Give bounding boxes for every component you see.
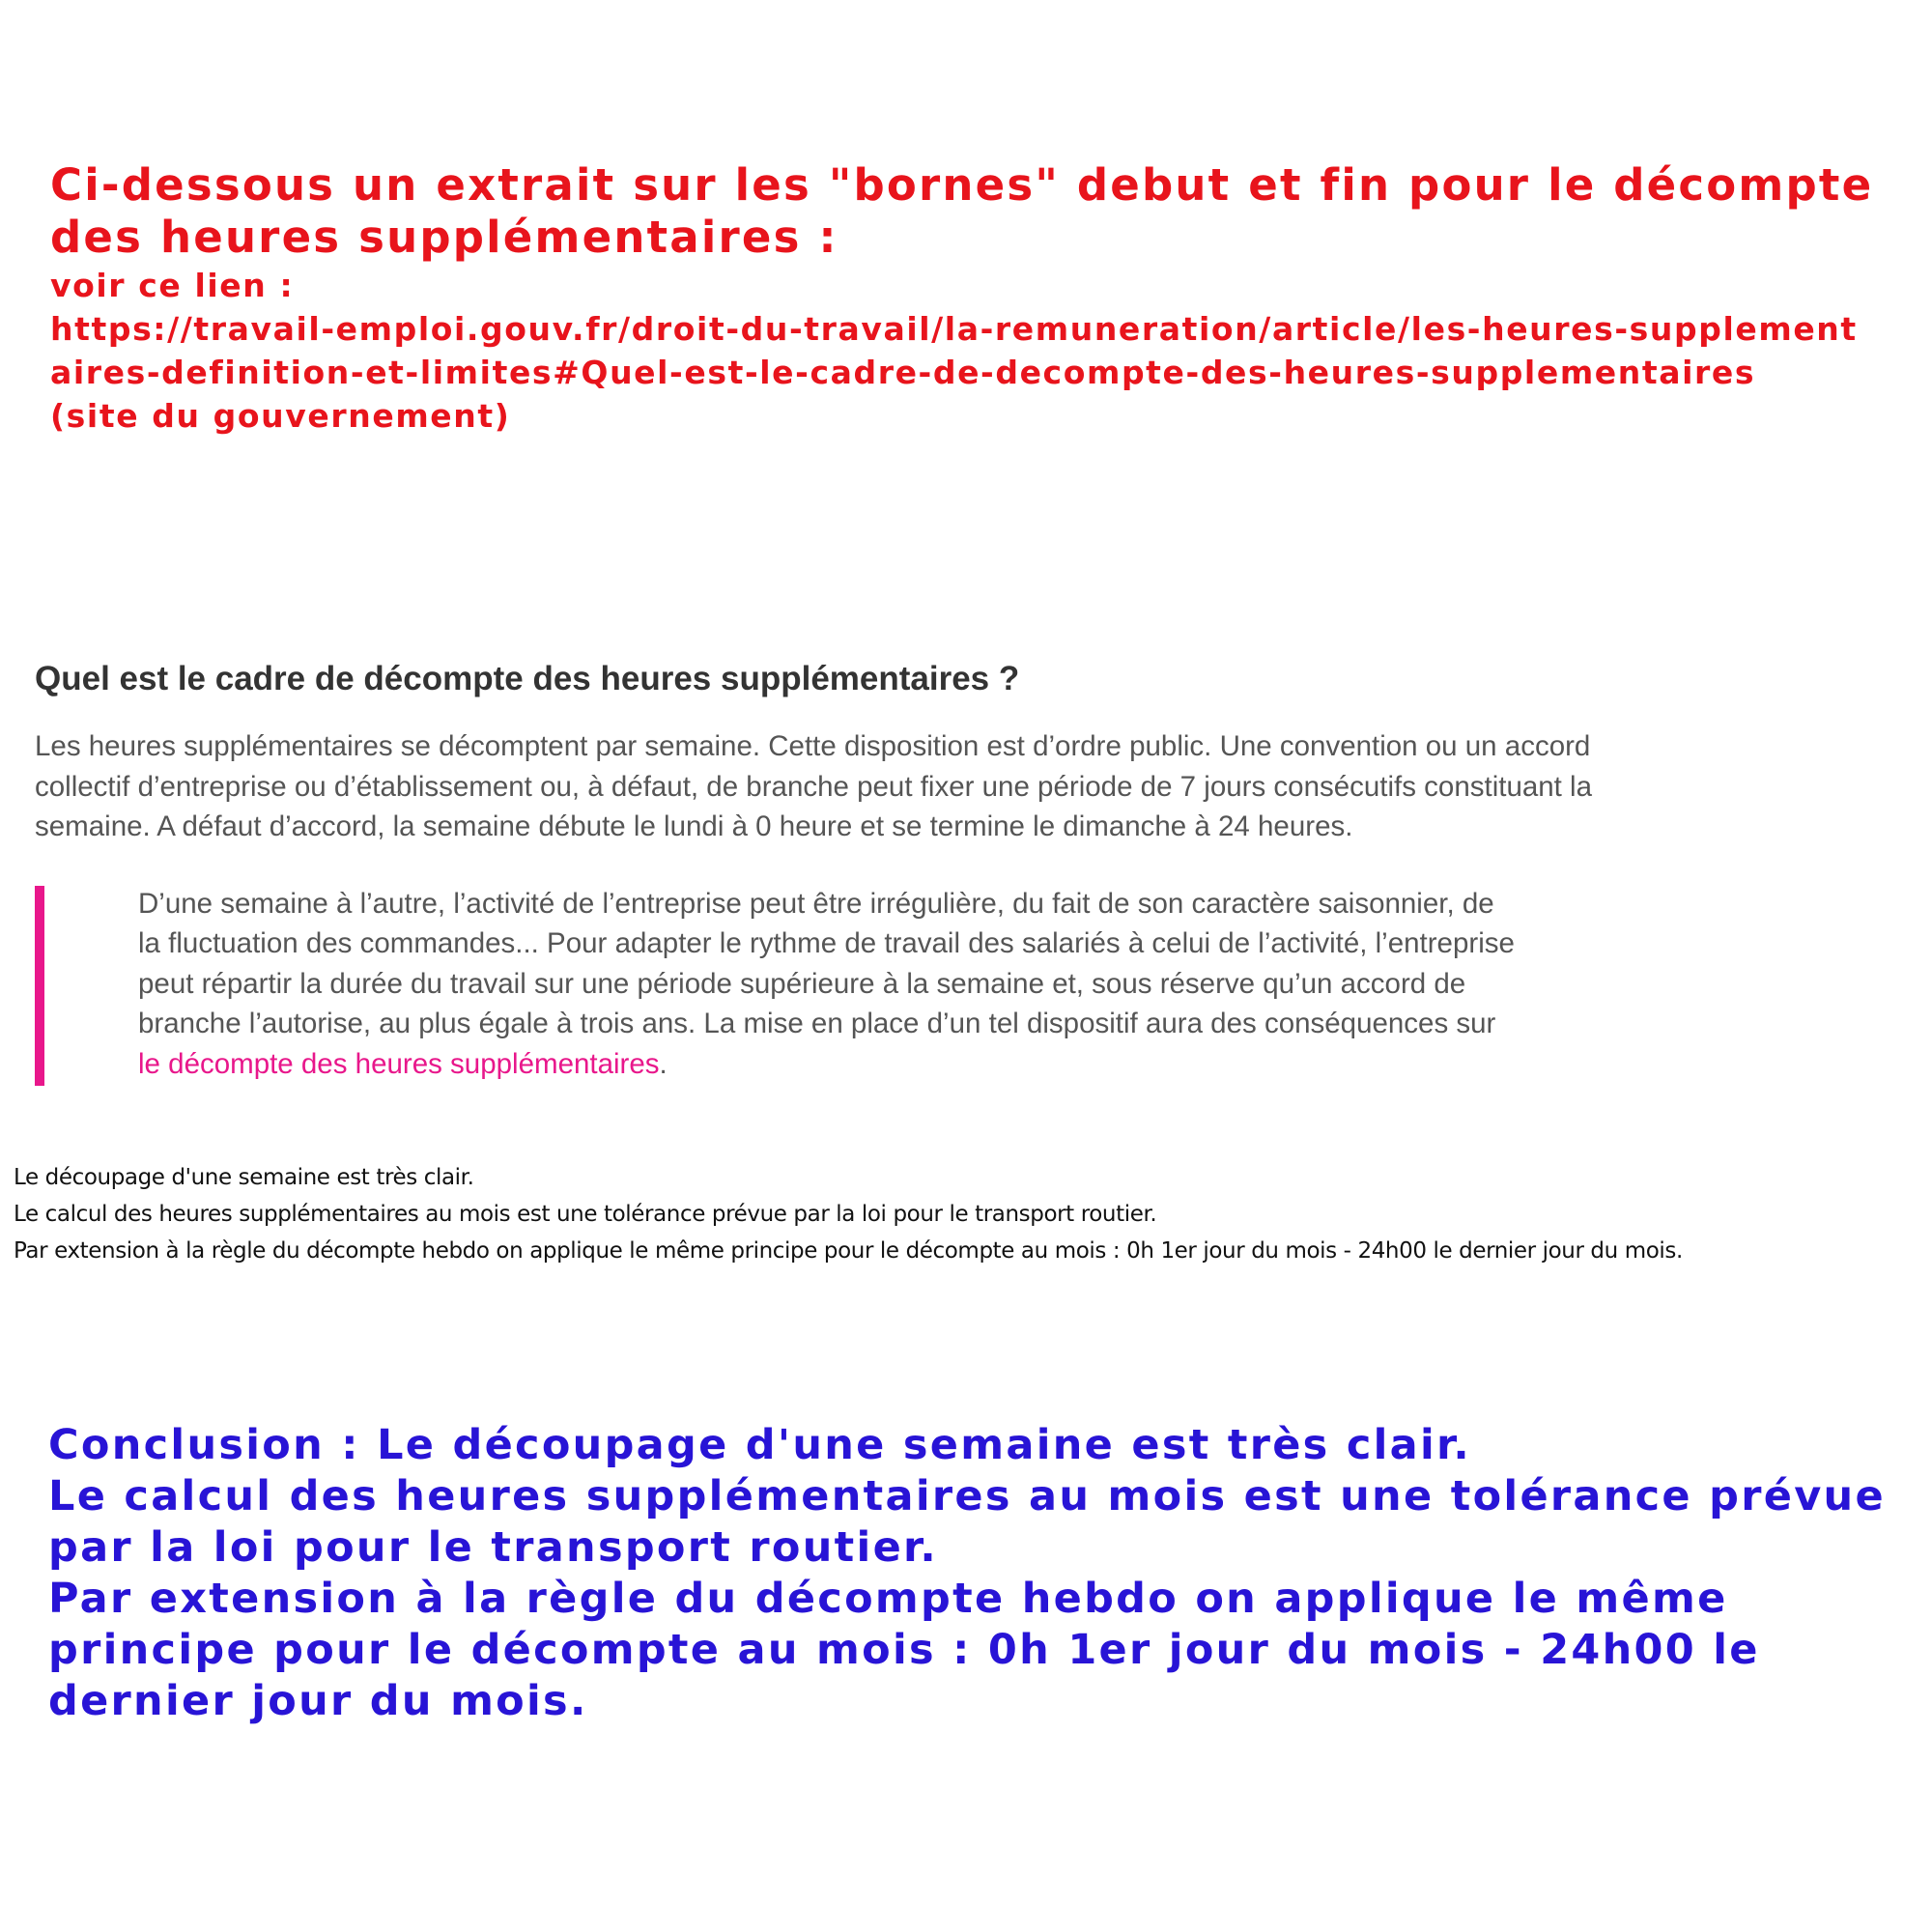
intro-source: (site du gouvernement) bbox=[50, 397, 511, 435]
quote-end: . bbox=[659, 1047, 668, 1080]
quote-link[interactable]: le décompte des heures supplémentaires bbox=[138, 1047, 660, 1080]
conclusion-section bbox=[48, 1420, 1913, 1727]
note-line-1: Le découpage d'une semaine est très clair. bbox=[14, 1165, 474, 1190]
conclusion-line-1: Conclusion : Le découpage d'une semaine est très clair. bbox=[48, 1421, 1472, 1469]
excerpt-paragraph: Les heures supplémentaires se décomptent par semaine. Cette disposition est d’ordre public. Une convention ou un accord collectif d’entreprise ou d’établissement ou, à défaut, de branche peut fixer une période de 7 jours consécutifs constituant la semaine. A défaut d’accord, la semaine débute le lundi à 0 heure et se termine le dimanche à 24 heures. bbox=[35, 730, 1593, 842]
quote-body: D’une semaine à l’autre, l’activité de l’entreprise peut être irrégulière, du fait de son caractère saisonnier, de la fluctuation des commandes... Pour adapter le rythme de travail des salariés à celui de l’activité, l’entreprise peut répartir la durée du travail sur une période supérieure à la semaine et, sous réserve qu’un accord de branche l’autorise, au plus égale à trois ans. La mise en place d’un tel dispositif aura des conséquences sur bbox=[138, 887, 1515, 1039]
intro-url: https://travail-emploi.gouv.fr/droit-du-travail/la-remuneration/article/les-heures-supplementaires-definition-et-limites#Quel-est-le-cadre-de-decompte-des-heures-supplementaires bbox=[50, 310, 1858, 391]
intro-link-label: voir ce lien : bbox=[50, 267, 295, 304]
excerpt-quote bbox=[35, 884, 1520, 1085]
excerpt-heading: Quel est le cadre de décompte des heures supplémentaires ? bbox=[35, 660, 1020, 697]
note-line-3: Par extension à la règle du décompte hebdo on applique le même principe pour le décompte au mois : 0h 1er jour du mois - 24h00 le dernier jour du mois. bbox=[14, 1238, 1683, 1264]
notes-section bbox=[14, 1159, 1926, 1269]
quote-text bbox=[138, 884, 1520, 1085]
intro-section bbox=[50, 159, 1905, 438]
note-line-2: Le calcul des heures supplémentaires au mois est une tolérance prévue par la loi pour le transport routier. bbox=[14, 1202, 1157, 1227]
intro-title: Ci-dessous un extrait sur les "bornes" debut et fin pour le décompte des heures supplémentaires : bbox=[50, 159, 1874, 263]
conclusion-line-3: Par extension à la règle du décompte hebdo on applique le même principe pour le décompte au mois : 0h 1er jour du mois - 24h00 le dernier jour du mois. bbox=[48, 1575, 1760, 1725]
conclusion-line-2: Le calcul des heures supplémentaires au mois est une tolérance prévue par la loi pour le transport routier. bbox=[48, 1472, 1886, 1572]
quote-accent-bar bbox=[35, 886, 44, 1086]
excerpt-screenshot bbox=[35, 657, 1619, 1084]
